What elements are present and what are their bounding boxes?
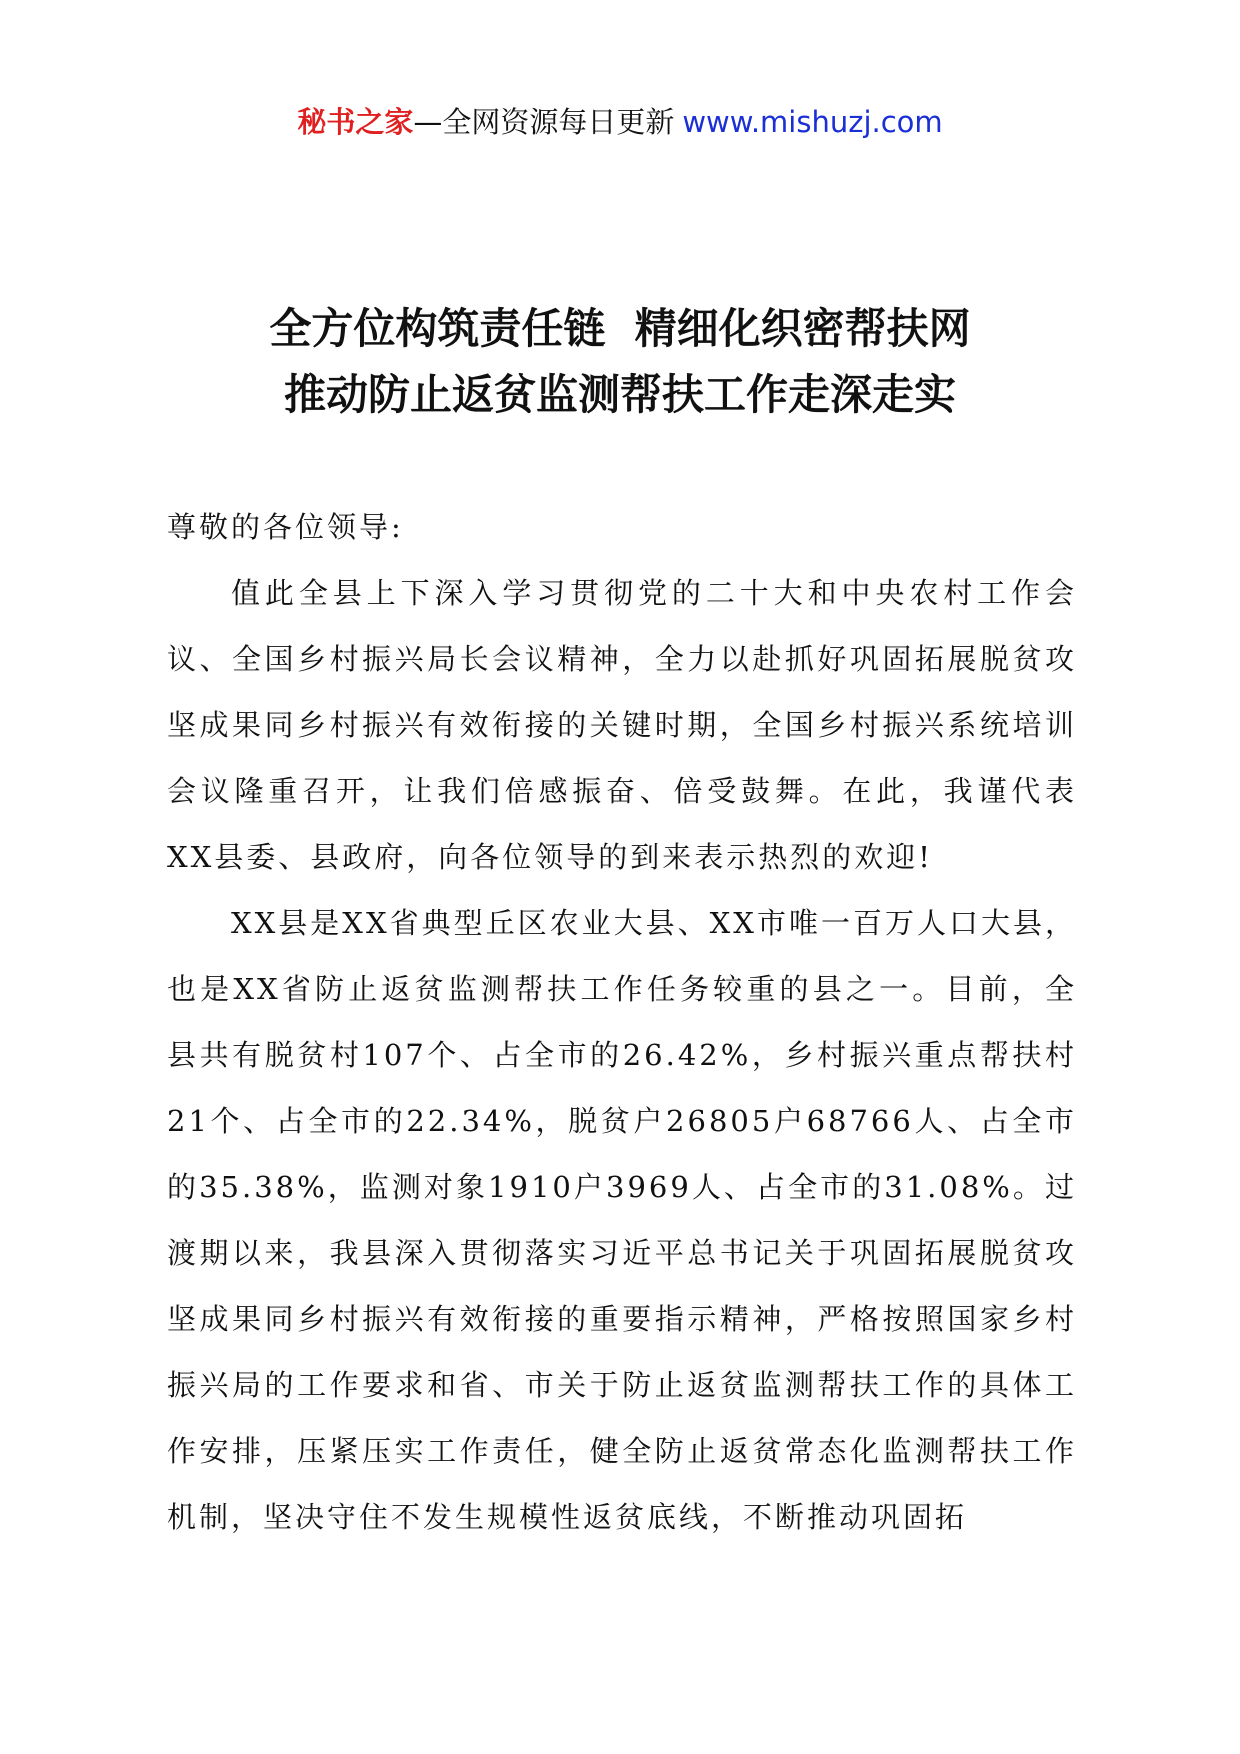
page-header <box>0 100 1240 144</box>
paragraph-2: XX县是XX省典型丘区农业大县、XX市唯一百万人口大县，也是XX省防止返贫监测帮扶工作任务较重的县之一。目前，全县共有脱贫村107个、占全市的26.42%，乡村振兴重点帮扶村21个、占全市的22.34%，脱贫户26805户68766人、占全市的35.38%，监测对象1910户3969人、占全市的31.08%。过渡期以来，我县深入贯彻落实习近平总书记关于巩固拓展脱贫攻坚成果同乡村振兴有效衔接的重要指示精神，严格按照国家乡村振兴局的工作要求和省、市关于防止返贫监测帮扶工作的具体工作安排，压紧压实工作责任，健全防止返贫常态化监测帮扶工作机制，坚决守住不发生规模性返贫底线，不断推动巩固拓 <box>167 906 1077 1534</box>
header-tagline: —全网资源每日更新 <box>413 105 675 139</box>
document-body <box>167 494 1077 1550</box>
title-line-2: 推动防止返贫监测帮扶工作走深走实 <box>283 370 956 419</box>
paragraph-1: 值此全县上下深入学习贯彻党的二十大和中央农村工作会议、全国乡村振兴局长会议精神，全力以赴抓好巩固拓展脱贫攻坚成果同乡村振兴有效衔接的关键时期，全国乡村振兴系统培训会议隆重召开，让我们倍感振奋、倍受鼓舞。在此，我谨代表XX县委、县政府，向各位领导的到来表示热烈的欢迎! <box>167 576 1077 874</box>
site-url-link[interactable]: www.mishuzj.com <box>682 105 943 139</box>
title-line-1: 全方位构筑责任链 精细化织密帮扶网 <box>269 304 971 353</box>
brand-name: 秘书之家 <box>297 105 414 139</box>
document-title <box>0 296 1240 428</box>
salutation: 尊敬的各位领导: <box>167 510 404 544</box>
